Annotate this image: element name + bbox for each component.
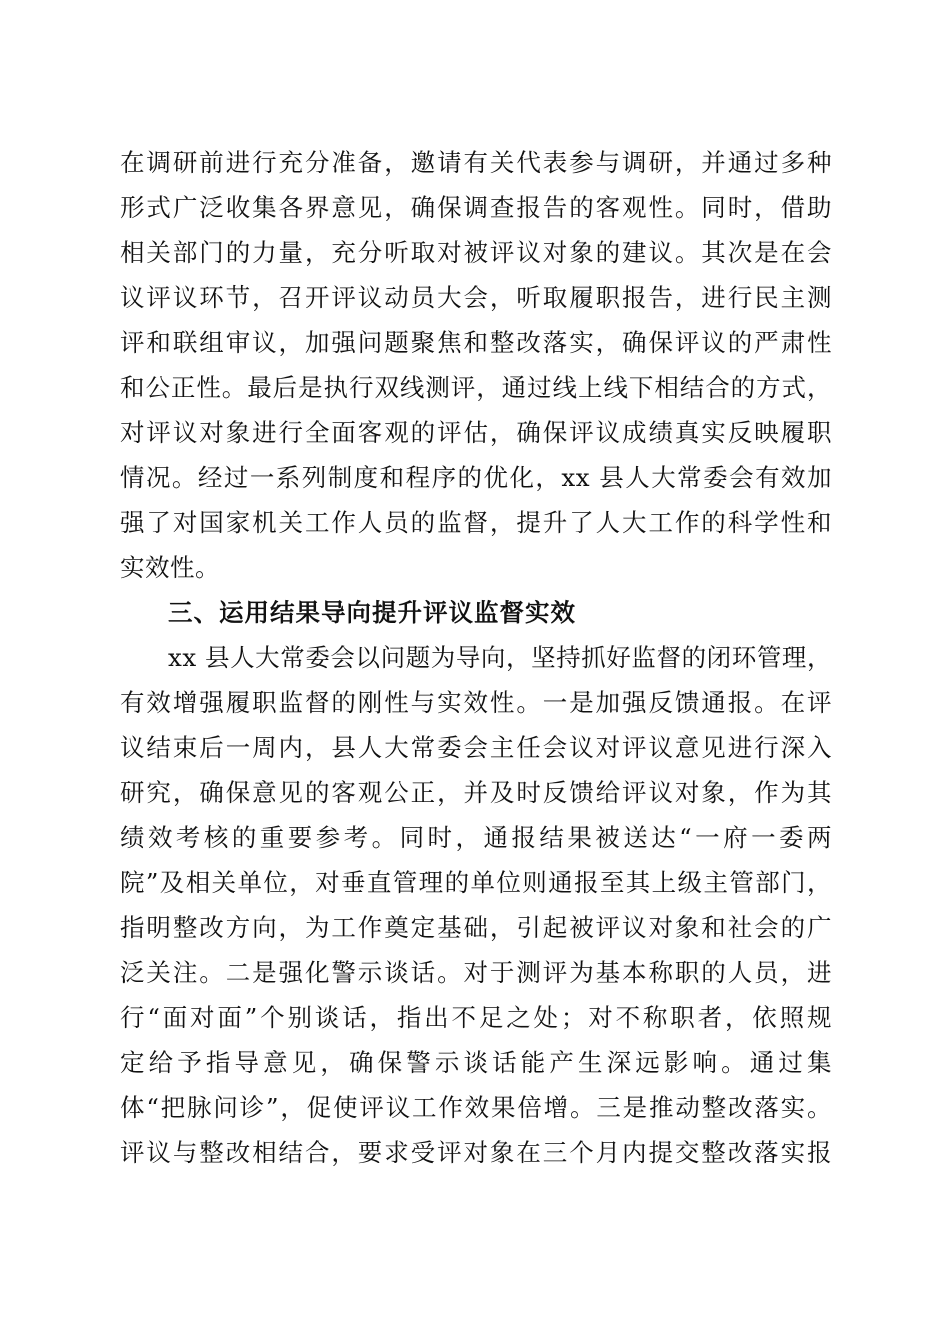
paragraph-2-line-6: 院”及相关单位，对垂直管理的单位则通报至其上级主管部门，: [120, 868, 832, 897]
paragraph-1-line-8: 情况。经过一系列制度和程序的优化，xx 县人大常委会有效加: [120, 463, 832, 492]
paragraph-2-line-11: 体“把脉问诊”，促使评议工作效果倍增。三是推动整改落实。: [120, 1093, 832, 1122]
paragraph-2-line-2: 有效增强履职监督的刚性与实效性。一是加强反馈通报。在评: [120, 688, 832, 717]
paragraph-1-line-2: 形式广泛收集各界意见，确保调查报告的客观性。同时，借助: [120, 193, 832, 222]
paragraph-2-line-10: 定给予指导意见，确保警示谈话能产生深远影响。通过集: [120, 1048, 832, 1077]
paragraph-2-line-5: 绩效考核的重要参考。同时，通报结果被送达“一府一委两: [120, 823, 832, 852]
paragraph-2-line-1: xx 县人大常委会以问题为导向，坚持抓好监督的闭环管理，: [168, 643, 832, 672]
paragraph-1-line-3: 相关部门的力量，充分听取对被评议对象的建议。其次是在会: [120, 238, 832, 267]
paragraph-2-line-3: 议结束后一周内，县人大常委会主任会议对评议意见进行深入: [120, 733, 832, 762]
paragraph-1-line-5: 评和联组审议，加强问题聚焦和整改落实，确保评议的严肃性: [120, 328, 832, 357]
paragraph-2-line-4: 研究，确保意见的客观公正，并及时反馈给评议对象，作为其: [120, 778, 832, 807]
section-heading: 三、运用结果导向提升评议监督实效: [168, 598, 576, 627]
paragraph-2-line-9: 行“面对面”个别谈话，指出不足之处；对不称职者，依照规: [120, 1003, 832, 1032]
paragraph-1-line-6: 和公正性。最后是执行双线测评，通过线上线下相结合的方式，: [120, 373, 832, 402]
paragraph-1-line-1: 在调研前进行充分准备，邀请有关代表参与调研，并通过多种: [120, 148, 832, 177]
paragraph-2-line-7: 指明整改方向，为工作奠定基础，引起被评议对象和社会的广: [120, 913, 832, 942]
paragraph-2-line-8: 泛关注。二是强化警示谈话。对于测评为基本称职的人员，进: [120, 958, 832, 987]
paragraph-1-line-10: 实效性。: [120, 553, 220, 582]
paragraph-2-line-12: 评议与整改相结合，要求受评对象在三个月内提交整改落实报: [120, 1138, 832, 1167]
paragraph-1-line-4: 议评议环节，召开评议动员大会，听取履职报告，进行民主测: [120, 283, 832, 312]
paragraph-1-line-9: 强了对国家机关工作人员的监督，提升了人大工作的科学性和: [120, 508, 832, 537]
paragraph-1-line-7: 对评议对象进行全面客观的评估，确保评议成绩真实反映履职: [120, 418, 832, 447]
